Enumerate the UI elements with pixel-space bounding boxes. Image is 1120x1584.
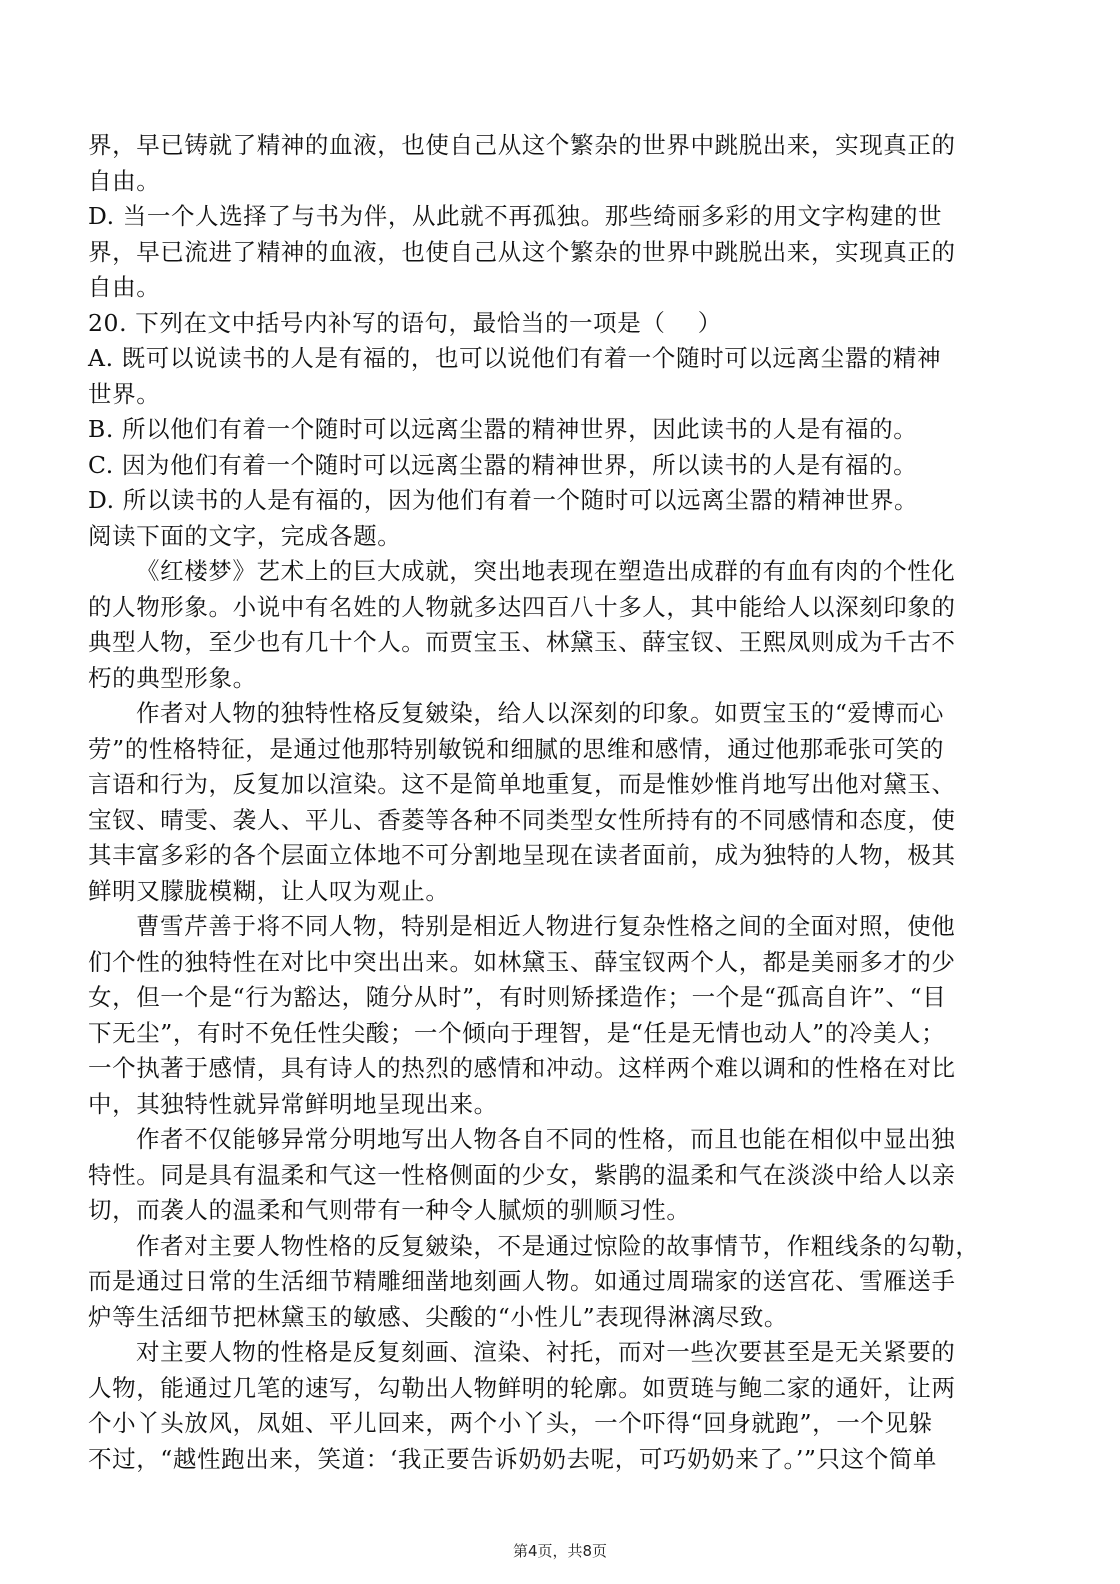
paragraph-start-line: 《红楼梦》艺术上的巨大成就，突出地表现在塑造出成群的有血有肉的个性化 bbox=[136, 557, 956, 585]
paragraph-start-line: 作者对主要人物性格的反复皴染，不是通过惊险的故事情节，作粗线条的勾勒， bbox=[136, 1231, 980, 1260]
text-line: 言语和行为，反复加以渲染。这不是简单地重复，而是惟妙惟肖地写出他对黛玉、 bbox=[88, 770, 956, 798]
text-line: 朽的典型形象。 bbox=[88, 663, 257, 692]
document-body bbox=[88, 128, 980, 1477]
option-b-line: B. 所以他们有着一个随时可以远离尘嚣的精神世界，因此读书的人是有福的。 bbox=[88, 415, 918, 443]
text-line: 一个执著于感情，具有诗人的热烈的感情和冲动。这样两个难以调和的性格在对比 bbox=[88, 1054, 956, 1082]
paragraph-start-line: 作者对人物的独特性格反复皴染，给人以深刻的印象。如贾宝玉的“爱博而心 bbox=[136, 699, 944, 727]
text-line: 的人物形象。小说中有名姓的人物就多达四百八十多人，其中能给人以深刻印象的 bbox=[88, 592, 956, 621]
text-line: 鲜明又朦胧模糊，让人叹为观止。 bbox=[88, 876, 450, 905]
paragraph-start-line: 曹雪芹善于将不同人物，特别是相近人物进行复杂性格之间的全面对照，使他 bbox=[136, 912, 956, 940]
text-line: 切，而袭人的温柔和气则带有一种令人腻烦的驯顺习性。 bbox=[88, 1196, 691, 1224]
paragraph-start-line: 对主要人物的性格是反复刻画、渲染、衬托，而对一些次要甚至是无关紧要的 bbox=[136, 1338, 956, 1366]
text-line: 宝钗、晴雯、袭人、平儿、香菱等各种不同类型女性所持有的不同感情和态度，使 bbox=[88, 805, 956, 834]
text-line: 女，但一个是“行为豁达，随分从时”，有时则矫揉造作；一个是“孤高自许”、“目 bbox=[88, 983, 947, 1011]
paragraph-start-line: 作者不仅能够异常分明地写出人物各自不同的性格，而且也能在相似中显出独 bbox=[136, 1125, 956, 1153]
text-line: 界，早已铸就了精神的血液，也使自己从这个繁杂的世界中跳脱出来，实现真正的 bbox=[88, 131, 956, 159]
question-20-line: 20. 下列在文中括号内补写的语句，最恰当的一项是（ ） bbox=[88, 308, 722, 337]
text-line: 劳”的性格特征，是通过他那特别敏锐和细腻的思维和感情，通过他那乖张可笑的 bbox=[88, 734, 945, 763]
text-line: 们个性的独特性在对比中突出出来。如林黛玉、薛宝钗两个人，都是美丽多才的少 bbox=[88, 947, 956, 976]
text-line: 而是通过日常的生活细节精雕细凿地刻画人物。如通过周瑞家的送宫花、雪雁送手 bbox=[88, 1267, 956, 1295]
text-line: 其丰富多彩的各个层面立体地不可分割地呈现在读者面前，成为独特的人物，极其 bbox=[88, 841, 956, 869]
option-d-line: D. 所以读书的人是有福的，因为他们有着一个随时可以远离尘嚣的精神世界。 bbox=[88, 486, 919, 514]
text-line: 不过，“越性跑出来，笑道：‘我正要告诉奶奶去呢，可巧奶奶来了。’”只这个简单 bbox=[88, 1444, 938, 1473]
text-line: 自由。 bbox=[88, 166, 161, 195]
text-line: 中，其独特性就异常鲜明地呈现出来。 bbox=[88, 1089, 498, 1118]
text-line: 自由。 bbox=[88, 273, 161, 301]
text-line: 个小丫头放风，凤姐、平儿回来，两个小丫头，一个吓得“回身就跑”，一个见躲 bbox=[88, 1409, 933, 1437]
text-line: 界，早已流进了精神的血液，也使自己从这个繁杂的世界中跳脱出来，实现真正的 bbox=[88, 237, 956, 266]
option-d-line: D. 当一个人选择了与书为伴，从此就不再孤独。那些绮丽多彩的用文字构建的世 bbox=[88, 202, 943, 230]
page-footer: 第4页，共8页 bbox=[512, 1542, 608, 1560]
text-line: 世界。 bbox=[88, 379, 161, 408]
text-line: 典型人物，至少也有几十个人。而贾宝玉、林黛玉、薛宝钗、王熙凤则成为千古不 bbox=[88, 628, 956, 656]
text-line: 下无尘”，有时不免任性尖酸；一个倾向于理智，是“任是无情也动人”的冷美人； bbox=[88, 1018, 946, 1047]
option-c-line: C. 因为他们有着一个随时可以远离尘嚣的精神世界，所以读书的人是有福的。 bbox=[88, 450, 918, 479]
text-line: 炉等生活细节把林黛玉的敏感、尖酸的“小性儿”表现得淋漓尽致。 bbox=[88, 1302, 789, 1331]
text-line: 人物，能通过几笔的速写，勾勒出人物鲜明的轮廓。如贾琏与鲍二家的通奸，让两 bbox=[88, 1373, 956, 1402]
option-a-line: A. 既可以说读书的人是有福的，也可以说他们有着一个随时可以远离尘嚣的精神 bbox=[88, 344, 942, 372]
reading-instruction: 阅读下面的文字，完成各题。 bbox=[88, 521, 402, 550]
text-line: 特性。同是具有温柔和气这一性格侧面的少女，紫鹃的温柔和气在淡淡中给人以亲 bbox=[88, 1160, 956, 1189]
